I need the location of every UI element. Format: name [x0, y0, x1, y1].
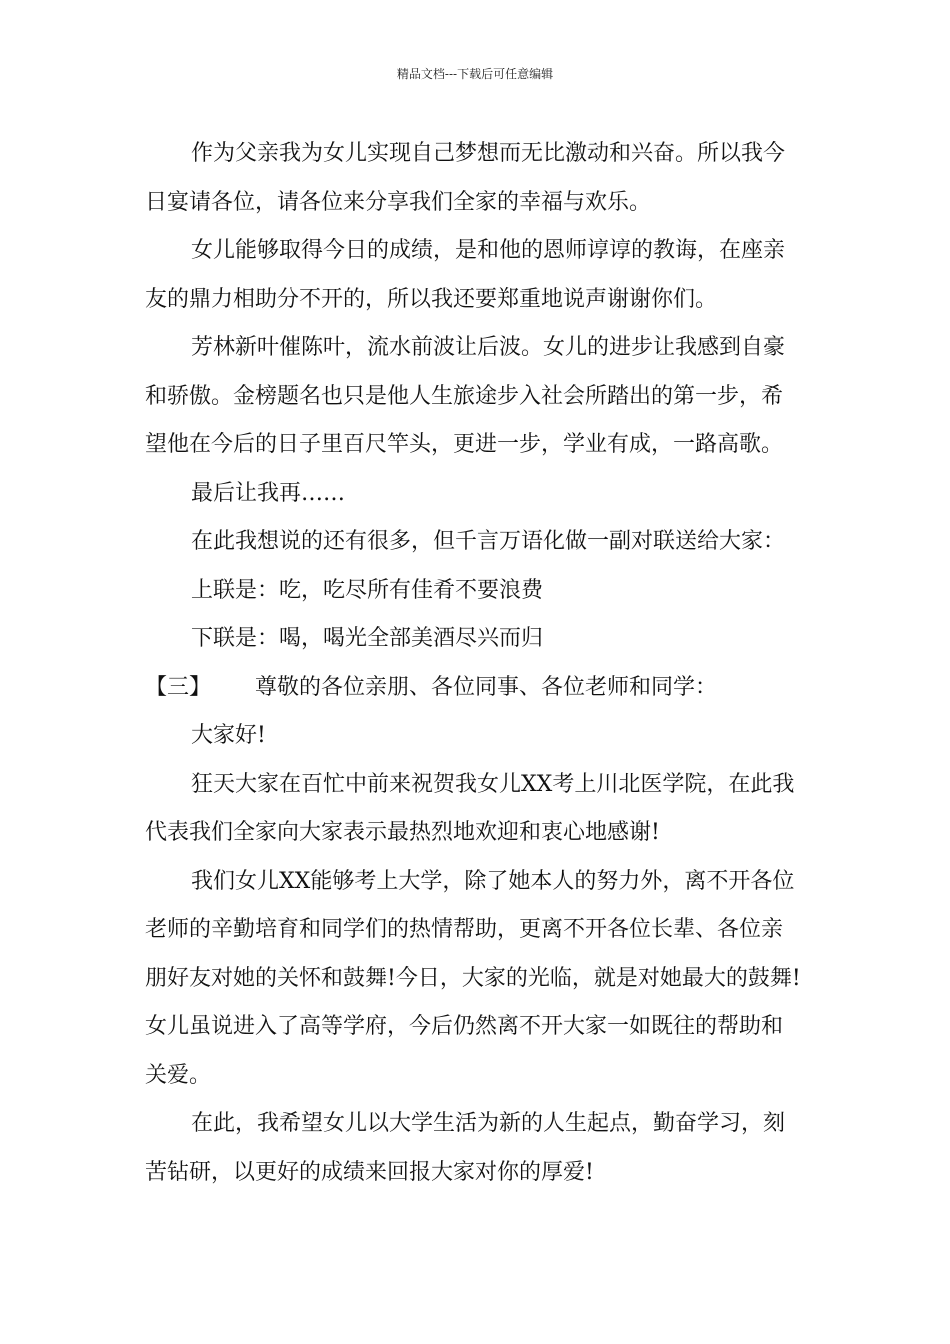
couplet-second-line: 下联是：喝，喝光全部美酒尽兴而归	[191, 626, 544, 651]
paragraph-line: 苦钻研，以更好的成绩来回报大家对你的厚爱!	[145, 1159, 594, 1185]
paragraph-line: 狂天大家在百忙中前来祝贺我女儿XX考上川北医学院，在此我	[191, 771, 795, 797]
paragraph-line: 芳林新叶催陈叶，流水前波让后波。女儿的进步让我感到自豪	[191, 335, 786, 360]
greeting-line: 大家好!	[191, 723, 266, 748]
paragraph-line: 望他在今后的日子里百尺竿头，更进一步，学业有成，一路高歌。	[145, 432, 784, 457]
couplet-first-line: 上联是：吃，吃尽所有佳肴不要浪费	[191, 577, 544, 603]
paragraph-line: 和骄傲。金榜题名也只是他人生旅途步入社会所踏出的第一步，希	[145, 383, 784, 409]
paragraph-line: 友的鼎力相助分不开的，所以我还要郑重地说声谢谢你们。	[145, 286, 718, 312]
paragraph-line: 朋好友对她的关怀和鼓舞!今日，大家的光临，就是对她最大的鼓舞!	[145, 965, 801, 991]
paragraph-line: 关爱。	[145, 1062, 212, 1088]
paragraph-line: 老师的辛勤培育和同学们的热情帮助，更离不开各位长辈、各位亲	[145, 917, 784, 942]
paragraph-line: 最后让我再……	[191, 480, 346, 506]
paragraph-line: 在此，我希望女儿以大学生活为新的人生起点，勤奋学习，刻	[191, 1111, 786, 1136]
page-header: 精品文档---下载后可任意编辑	[396, 67, 554, 81]
salutation: 尊敬的各位亲朋、各位同事、各位老师和同学：	[255, 674, 718, 700]
paragraph-line: 代表我们全家向大家表示最热烈地欢迎和衷心地感谢!	[145, 820, 660, 845]
document-body	[145, 130, 820, 1197]
section-marker: 【三】	[145, 674, 212, 700]
paragraph-line: 女儿虽说进入了高等学府，今后仍然离不开大家一如既往的帮助和	[145, 1014, 784, 1039]
paragraph-line: 作为父亲我为女儿实现自己梦想而无比激动和兴奋。所以我今	[191, 141, 786, 166]
paragraph-line: 日宴请各位，请各位来分享我们全家的幸福与欢乐。	[145, 189, 652, 215]
paragraph-line: 在此我想说的还有很多，但千言万语化做一副对联送给大家：	[191, 529, 786, 554]
paragraph-line: 我们女儿XX能够考上大学，除了她本人的努力外，离不开各位	[191, 868, 795, 894]
section-heading-line	[145, 664, 820, 713]
paragraph-line: 女儿能够取得今日的成绩，是和他的恩师谆谆的教诲，在座亲	[191, 238, 786, 263]
